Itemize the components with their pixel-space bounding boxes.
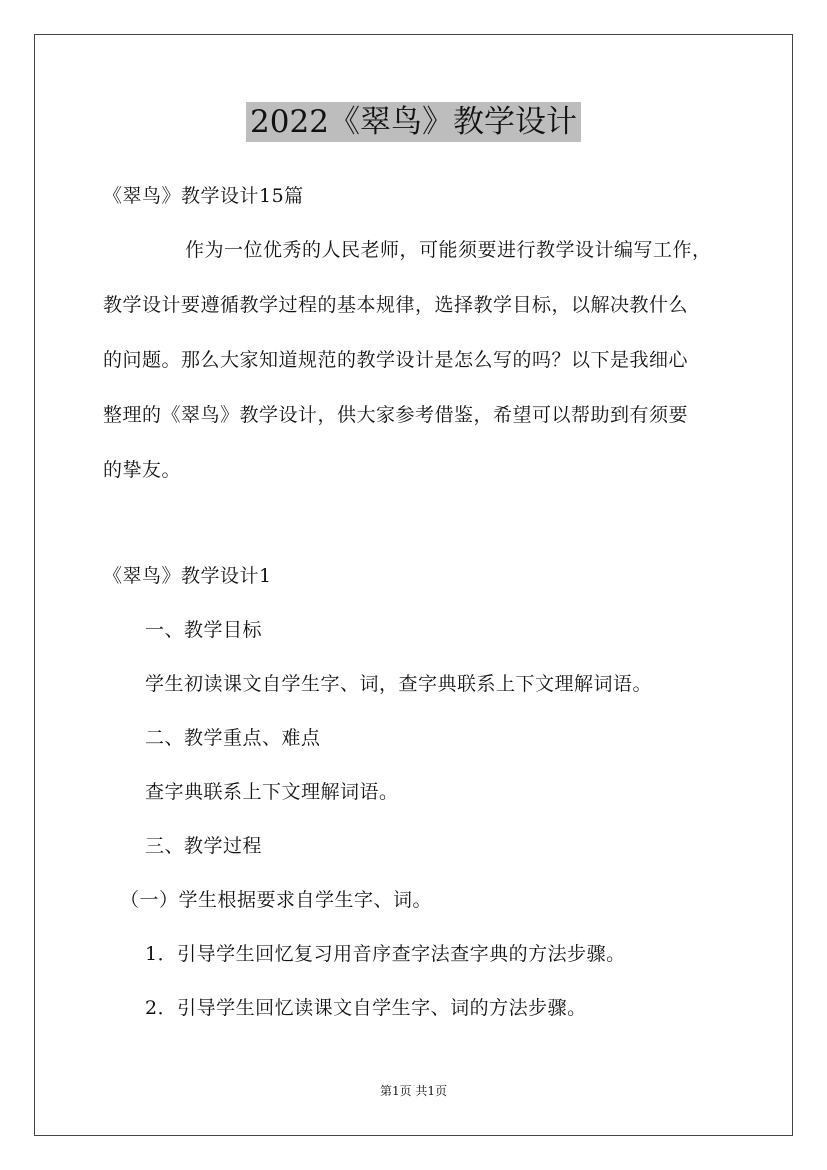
intro-line-3: 的问题。那么大家知道规范的教学设计是怎么写的吗？以下是我细心 <box>103 349 689 371</box>
section-title: 《翠鸟》教学设计1 <box>103 565 272 587</box>
intro-line-5: 的挚友。 <box>103 459 182 481</box>
document-title <box>0 100 827 144</box>
item-text-goals: 学生初读课文自学生字、词，查字典联系上下文理解词语。 <box>145 673 653 695</box>
intro-line-4: 整理的《翠鸟》教学设计，供大家参考借鉴，希望可以帮助到有须要 <box>103 404 689 426</box>
document-subtitle: 《翠鸟》教学设计15篇 <box>103 185 304 207</box>
item-step-1: 1．引导学生回忆复习用音序查字法查字典的方法步骤。 <box>145 943 626 965</box>
intro-line-1: 作为一位优秀的人民老师，可能须要进行教学设计编写工作， <box>185 239 712 261</box>
document-title-text: 2022《翠鸟》教学设计 <box>246 102 581 142</box>
item-heading-key-points: 二、教学重点、难点 <box>145 727 321 749</box>
item-step-2: 2．引导学生回忆读课文自学生字、词的方法步骤。 <box>145 997 587 1019</box>
page-footer: 第1页 共1页 <box>379 1084 448 1098</box>
item-heading-goals: 一、教学目标 <box>145 619 263 641</box>
item-heading-process: 三、教学过程 <box>145 835 263 857</box>
intro-line-2: 教学设计要遵循教学过程的基本规律，选择教学目标，以解决教什么 <box>103 294 689 316</box>
item-subheading-1: （一）学生根据要求自学生字、词。 <box>120 889 433 911</box>
item-text-key-points: 查字典联系上下文理解词语。 <box>145 781 399 803</box>
